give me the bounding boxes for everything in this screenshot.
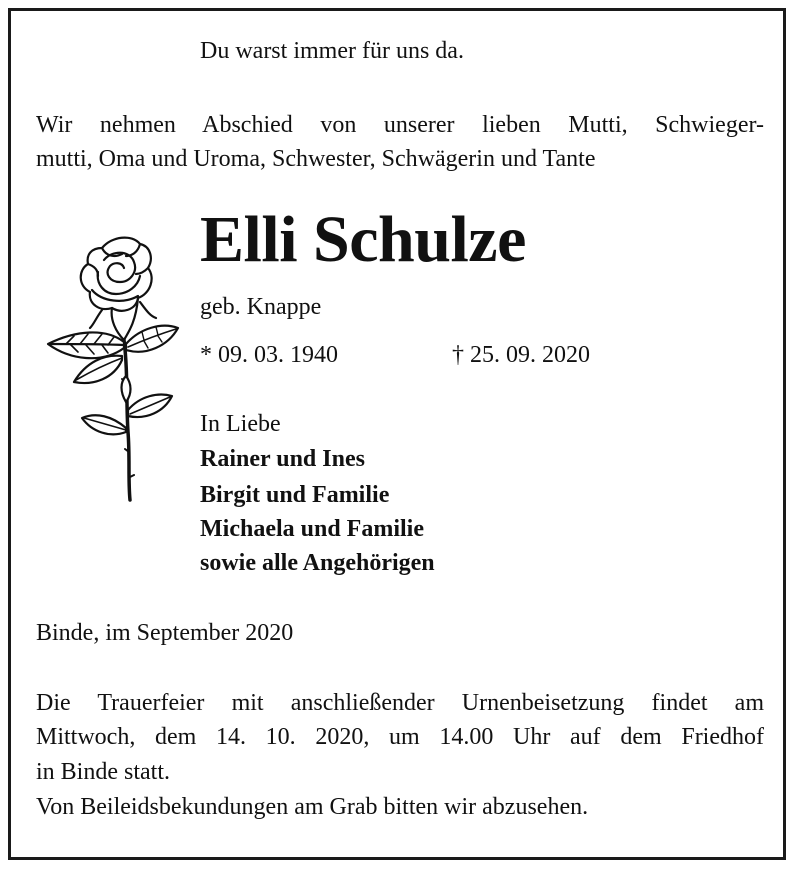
mourner-2: Birgit und Familie <box>200 482 390 508</box>
intro-line-2: mutti, Oma und Uroma, Schwester, Schwägerin und Tante <box>36 146 596 172</box>
death-date: † 25. 09. 2020 <box>452 342 590 368</box>
mourner-4: sowie alle Angehörigen <box>200 550 435 576</box>
motto: Du warst immer für uns da. <box>200 38 464 64</box>
intro-line-1: Wir nehmen Abschied von unserer lieben Mutti, Schwieger- <box>36 112 764 138</box>
ceremony-line-4: Von Beileidsbekundungen am Grab bitten wir abzusehen. <box>36 794 589 820</box>
place-date: Binde, im September 2020 <box>36 620 294 646</box>
deceased-name: Elli Schulze <box>200 203 526 276</box>
mourner-1: Rainer und Ines <box>200 446 365 472</box>
birth-date: * 09. 03. 1940 <box>200 342 338 368</box>
ceremony-line-1: Die Trauerfeier mit anschließender Urnenbeisetzung findet am <box>36 690 764 716</box>
rose-icon <box>40 232 184 504</box>
mourner-3: Michaela und Familie <box>200 516 424 542</box>
maiden-name: geb. Knappe <box>200 294 322 320</box>
ceremony-line-2: Mittwoch, dem 14. 10. 2020, um 14.00 Uhr auf dem Friedhof <box>36 724 764 750</box>
ceremony-line-3: in Binde statt. <box>36 759 170 785</box>
in-love-label: In Liebe <box>200 411 281 437</box>
